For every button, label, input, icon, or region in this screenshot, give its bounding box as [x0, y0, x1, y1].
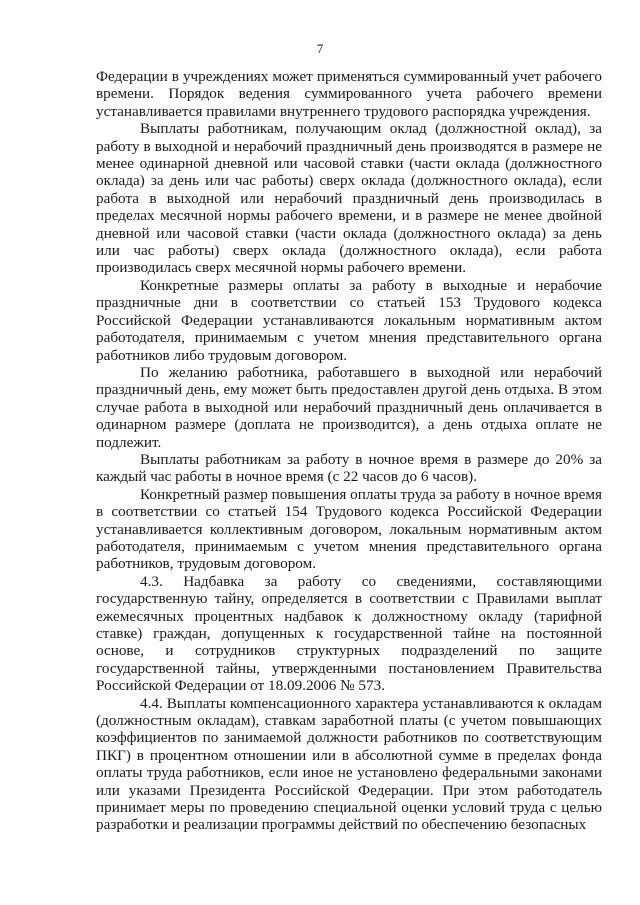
page-number: 7: [316, 41, 324, 56]
paragraph-section-4-4: 4.4. Выплаты компенсационного характера устанавливаются к окладам (должностным окладам), ставкам заработной платы (с учетом повышающих коэффициентов по занимаемой должности работников по соответствующим ПКГ) в процентном отношении или в абсолютной сумме в пределах фонда оплаты труда работников, если иное не установлено федеральными законами или указами Президента Российской Федерации. При этом работодатель принимает меры по проведению специальной оценки условий труда с целью разработки и реализации программы действий по обеспечению безопасных: [96, 694, 602, 834]
paragraph-continuation: Федерации в учреждениях может применяться суммированный учет рабочего времени. Порядок ведения суммированного учета рабочего времени устанавливается правилами внутреннего трудового распорядка учреждения.: [96, 68, 602, 120]
paragraph-night-pay-amount: Конкретный размер повышения оплаты труда за работу в ночное время в соответствии со статьей 154 Трудового кодекса Российской Федерации устанавливается коллективным договором, локальным нормативным актом работодателя, принимаемым с учетом мнения представительного органа работников, трудовым договором.: [96, 485, 602, 573]
document-body: [96, 68, 602, 834]
paragraph-day-off-option: По желанию работника, работавшего в выходной или нерабочий праздничный день, ему может быть предоставлен другой день отдыха. В этом случае работа в выходной или нерабочий праздничный день оплачивается в одинарном размере (доплата не производится), а день отдыха оплате не подлежит.: [96, 363, 602, 451]
paragraph-night-pay: Выплаты работникам за работу в ночное время в размере до 20% за каждый час работы в ночное время (с 22 часов до 6 часов).: [96, 450, 602, 486]
paragraph-weekend-pay-amounts: Конкретные размеры оплаты за работу в выходные и нерабочие праздничные дни в соответствии со статьей 153 Трудового кодекса Российской Федерации устанавливаются локальным нормативным актом работодателя, принимаемым с учетом мнения представительного органа работников либо трудовым договором.: [96, 276, 602, 364]
paragraph-section-4-3: 4.3. Надбавка за работу со сведениями, составляющими государственную тайну, определяется в соответствии с Правилами выплат ежемесячных процентных надбавок к должностному окладу (тарифной ставке) граждан, допущенных к государственной тайне на постоянной основе, и сотрудников структурных подразделений по защите государственной тайны, утвержденными постановлением Правительства Российской Федерации от 18.09.2006 № 573.: [96, 572, 602, 695]
paragraph-weekend-pay-salaried: Выплаты работникам, получающим оклад (должностной оклад), за работу в выходной и нерабочий праздничный день производятся в размере не менее одинарной дневной или часовой ставки (части оклада (должностного оклада) за день или час работы) сверх оклада (должностного оклада), если работа в выходной или нерабочий праздничный день производилась в пределах месячной нормы рабочего времени, и в размере не менее двойной дневной или часовой ставки (части оклада (должностного оклада) за день или час работы) сверх оклада (должностного оклада), если работа производилась сверх месячной нормы рабочего времени.: [96, 120, 602, 277]
